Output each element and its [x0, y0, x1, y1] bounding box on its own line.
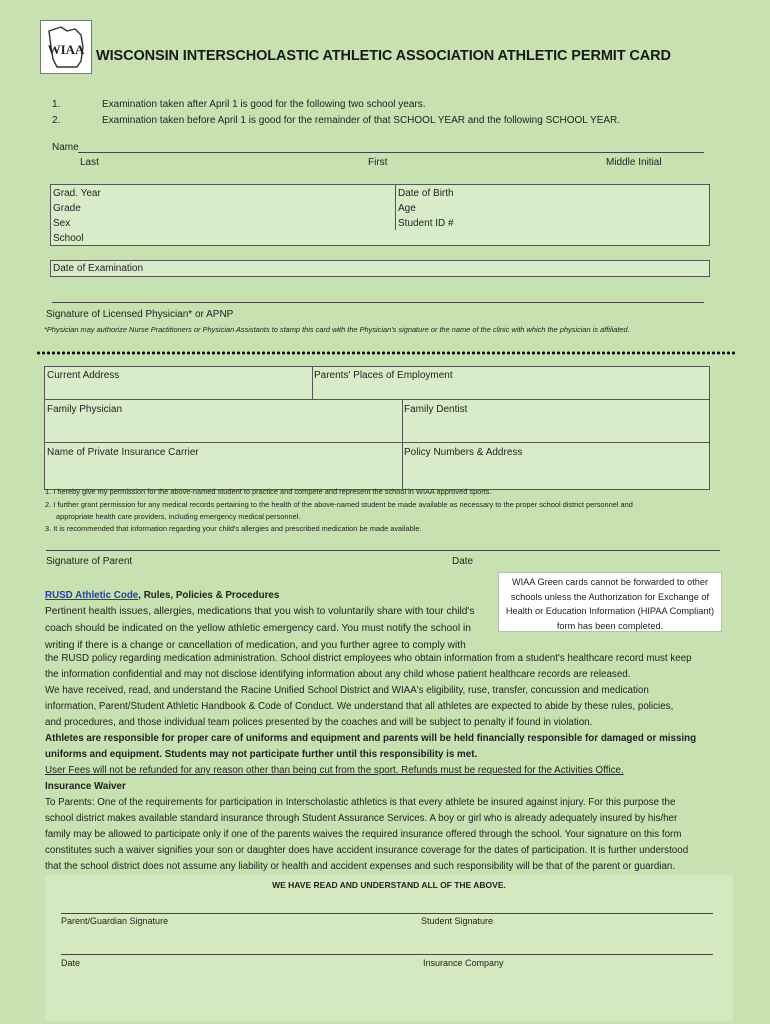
name-line[interactable] — [78, 152, 704, 153]
exam-date-label: Date of Examination — [53, 263, 144, 274]
hipaa-notice — [498, 572, 722, 632]
policy-numbers-field[interactable]: Policy Numbers & Address — [404, 447, 523, 458]
contact-divider-top — [312, 367, 313, 399]
equipment-line-1: Athletes are responsible for proper care of uniforms and equipment and parents will be held financially responsible for damaged or missing — [45, 733, 697, 744]
insurance-line-5: that the school district does not assume any liability or health and accident expenses and such responsibility will be that of the parent or guardian. — [45, 861, 676, 872]
code-line-4: information, Parent/Student Athletic Handbook & Code of Conduct. We understand that all athletes are expected to abide by these rules, policies, — [45, 701, 674, 712]
wisconsin-map-icon — [41, 21, 91, 73]
family-dentist-field[interactable]: Family Dentist — [404, 404, 468, 415]
notice-line-3: Health or Education Information (HIPAA Compliant) — [505, 606, 715, 616]
equipment-line-2: uniforms and equipment. Students may not participate further until this responsibility is met. — [45, 749, 478, 760]
parent-guardian-signature-line[interactable] — [61, 913, 713, 914]
final-date-label: Date — [61, 958, 81, 968]
notice-line-1: WIAA Green cards cannot be forwarded to other — [511, 577, 709, 587]
insurance-carrier-field[interactable]: Name of Private Insurance Carrier — [47, 447, 199, 458]
code-intro — [45, 603, 474, 654]
fees-line: User Fees will not be refunded for any reason other than being cut from the sport. Refunds must be requested for the Activities Office. — [45, 765, 624, 776]
logo-text: WIAA — [47, 42, 85, 57]
code-intro-line-1: Pertinent health issues, allergies, medications that you wish to voluntarily share with tour child's — [45, 606, 475, 617]
code-heading-rest: , Rules, Policies & Procedures — [138, 590, 280, 601]
permission-2: 2. I further grant permission for any medical records pertaining to the health of the above-named student be made available as necessary to the proper school district personnel and — [45, 500, 633, 509]
name-label: Name — [52, 142, 79, 153]
cut-line-divider — [36, 351, 736, 355]
notice-line-2: schools unless the Authorization for Exchange of — [510, 591, 710, 602]
rule-2-text: Examination taken before April 1 is good for the remainder of that SCHOOL YEAR and the following SCHOOL YEAR. — [102, 115, 621, 126]
date-of-birth-field[interactable]: Date of Birth — [398, 188, 454, 199]
wiaa-logo — [40, 20, 92, 74]
insurance-line-3: family may be allowed to participate only if one of the parents waives the required insurance offered through the school. Your signature on this form — [45, 829, 682, 840]
parent-signature-date-label: Date — [452, 556, 474, 567]
permission-1: 1. I hereby give my permission for the above-named student to practice and compete and represent the school in WIAA approved sports. — [45, 487, 492, 496]
name-last-label: Last — [80, 157, 99, 168]
family-physician-field[interactable]: Family Physician — [47, 404, 123, 415]
code-intro-line-2: coach should be indicated on the yellow athletic emergency card. You must notify the school in — [45, 623, 471, 634]
student-id-field[interactable]: Student ID # — [398, 218, 454, 229]
physician-signature-line[interactable] — [52, 302, 704, 303]
notice-line-4: form has been completed. — [556, 620, 664, 631]
insurance-line-4: constitutes such a waiver signifies your son or daughter does have accident insurance coverage for the dates of participation. It is further understood — [45, 845, 689, 856]
date-insurance-line[interactable] — [61, 954, 713, 955]
exam-date-field[interactable] — [50, 260, 710, 277]
student-signature-label: Student Signature — [421, 916, 494, 926]
page-title: WISCONSIN INTERSCHOLASTIC ATHLETIC ASSOCIATION ATHLETIC PERMIT CARD — [96, 48, 671, 64]
name-middle-label: Middle Initial — [606, 157, 662, 168]
permission-2-cont: appropriate health care providers, including emergency medical personnel. — [56, 512, 301, 521]
parent-guardian-signature-label: Parent/Guardian Signature — [61, 916, 169, 926]
code-line-5: and procedures, and those individual team polices presented by the coaches and will be subject to penalty if found in violation. — [45, 717, 593, 728]
code-line-2: the information confidential and may not disclose identifying information about any child whose patient healthcare records are released. — [45, 669, 631, 680]
sex-field[interactable]: Sex — [53, 218, 71, 229]
contact-divider-row1 — [45, 399, 709, 400]
parent-signature-label: Signature of Parent — [46, 556, 133, 567]
insurance-heading: Insurance Waiver — [45, 781, 126, 792]
code-heading — [45, 588, 279, 604]
parents-employment-field[interactable]: Parents' Places of Employment — [314, 370, 453, 381]
acknowledgement-statement: WE HAVE READ AND UNDERSTAND ALL OF THE ABOVE. — [272, 880, 506, 890]
code-line-3: We have received, read, and understand the Racine Unified School District and WIAA's eligibility, ruse, transfer, concussion and medication — [45, 685, 649, 696]
final-signature-panel — [45, 875, 733, 1021]
code-body — [45, 651, 733, 875]
physician-signature-label: Signature of Licensed Physician* or APNP — [46, 309, 234, 320]
current-address-field[interactable]: Current Address — [47, 370, 120, 381]
physician-footnote: *Physician may authorize Nurse Practitioners or Physician Assistants to stamp this card with the Physician's signature or the name of the clinic with which the physician is affiliated. — [44, 325, 630, 334]
code-intro-line-3: writing if there is a change or cancellation of medication, and you further agree to comply with — [45, 640, 466, 651]
contact-info-box — [44, 366, 710, 490]
student-box-divider — [395, 185, 396, 230]
rule-1-number: 1. — [52, 99, 61, 110]
permission-3: 3. It is recommended that information regarding your child's allergies and prescribed medication be made available. — [45, 524, 422, 533]
rusd-athletic-code-link[interactable]: RUSD Athletic Code — [45, 590, 139, 601]
grad-year-field[interactable]: Grad. Year — [53, 188, 101, 199]
school-field[interactable]: School — [53, 233, 84, 244]
student-info-box — [50, 184, 710, 246]
code-line-1: the RUSD policy regarding medication administration. School district employees who obtain information from a student's healthcare record must keep — [45, 653, 692, 664]
name-first-label: First — [368, 157, 388, 168]
rule-1-text: Examination taken after April 1 is good for the following two school years. — [102, 99, 426, 110]
contact-divider-row2 — [45, 442, 709, 443]
contact-divider-mid — [402, 399, 403, 489]
insurance-line-2: school district makes available standard insurance through Student Assurance Services. A boy or girl who is already adequately insured by his/her — [45, 813, 678, 824]
age-field[interactable]: Age — [398, 203, 416, 214]
insurance-line-1: To Parents: One of the requirements for participation in Interscholastic athletics is that every athlete be insured against injury. For this purpose the — [45, 797, 676, 808]
rule-2-number: 2. — [52, 115, 61, 126]
insurance-company-label: Insurance Company — [423, 958, 504, 968]
parent-signature-line[interactable] — [46, 550, 720, 551]
grade-field[interactable]: Grade — [53, 203, 81, 214]
